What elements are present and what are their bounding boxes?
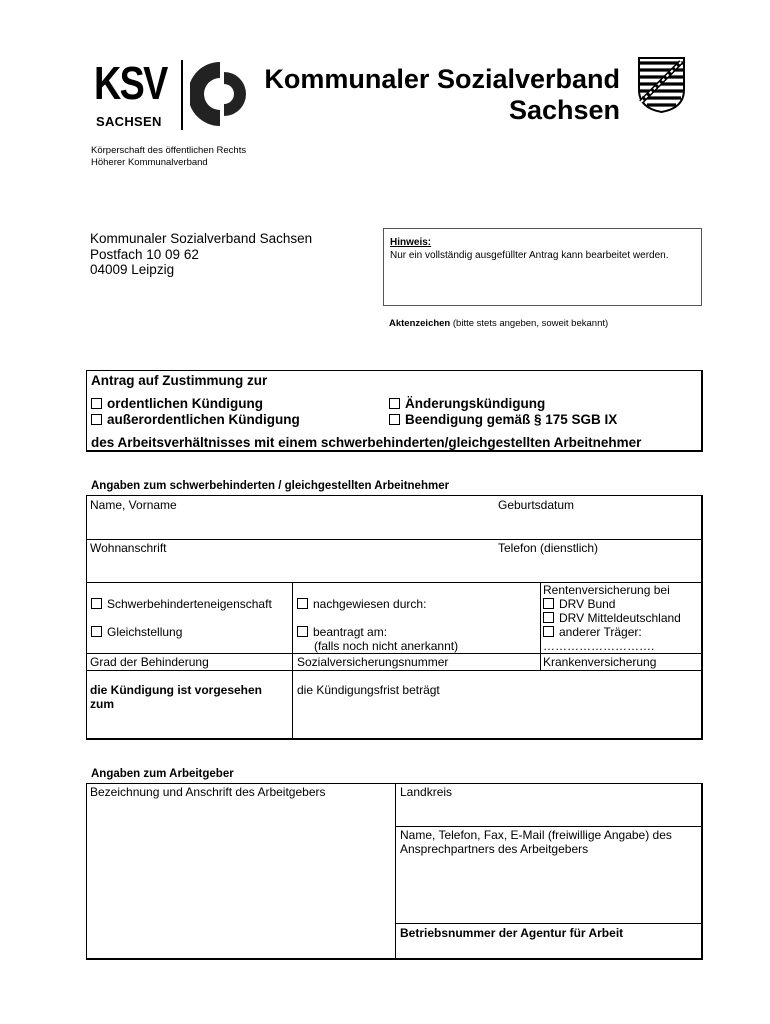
beantragt-label: beantragt am: bbox=[313, 625, 388, 639]
page-title bbox=[190, 64, 620, 126]
row-divider bbox=[87, 539, 702, 540]
hinweis-box bbox=[383, 228, 702, 306]
anderer-traeger-dots[interactable]: ………………………. bbox=[543, 639, 655, 653]
arbeitgeber-table bbox=[86, 783, 703, 960]
field-telefon[interactable]: Telefon (dienstlich) bbox=[498, 541, 599, 555]
title-line-1: Kommunaler Sozialverband bbox=[264, 64, 620, 94]
checkbox-anderer-traeger[interactable] bbox=[543, 626, 554, 637]
checkbox-drv-bund[interactable] bbox=[543, 598, 554, 609]
option-schwerbehinderteneigenschaft[interactable] bbox=[91, 597, 272, 611]
antrag-heading: Antrag auf Zustimmung zur bbox=[91, 373, 268, 388]
drv-mittel-label: DRV Mitteldeutschland bbox=[559, 611, 681, 625]
hinweis-text: Nur ein vollständig ausgefüllter Antrag kann bearbeitet werden. bbox=[390, 249, 669, 261]
beantragt-note: (falls noch nicht anerkannt) bbox=[314, 639, 459, 653]
schwerbehinderteneigenschaft-label: Schwerbehinderteneigenschaft bbox=[107, 597, 272, 611]
col-divider bbox=[292, 582, 293, 739]
row-divider bbox=[87, 653, 702, 654]
option-ordentlich-label: ordentlichen Kündigung bbox=[107, 396, 263, 411]
gleichstellung-label: Gleichstellung bbox=[107, 625, 183, 639]
option-ausserordentlich-label: außerordentlichen Kündigung bbox=[107, 412, 300, 427]
field-name[interactable]: Name, Vorname bbox=[90, 498, 177, 512]
logo-sub: SACHSEN bbox=[96, 114, 162, 129]
checkbox-gleichstellung[interactable] bbox=[91, 626, 102, 637]
organization-subtitle bbox=[91, 145, 246, 169]
arbeitnehmer-table bbox=[86, 495, 703, 740]
aktenzeichen-label bbox=[389, 318, 608, 329]
subtitle-line-2: Höherer Kommunalverband bbox=[91, 157, 208, 168]
checkbox-schwerbehinderteneigenschaft[interactable] bbox=[91, 598, 102, 609]
option-beendigung[interactable] bbox=[389, 412, 617, 427]
checkbox-nachgewiesen[interactable] bbox=[297, 598, 308, 609]
row-divider bbox=[395, 923, 702, 924]
address-line-2: Postfach 10 09 62 bbox=[90, 246, 199, 262]
field-geburtsdatum[interactable]: Geburtsdatum bbox=[498, 498, 575, 512]
option-gleichstellung[interactable] bbox=[91, 625, 182, 639]
drv-bund-label: DRV Bund bbox=[559, 597, 616, 611]
field-ansprechpartner[interactable]: Name, Telefon, Fax, E-Mail (freiwillige Angabe) des Ansprechpartners des Arbeitgebers bbox=[400, 828, 672, 856]
option-drv-bund[interactable] bbox=[543, 597, 615, 611]
checkbox-drv-mitteldeutschland[interactable] bbox=[543, 612, 554, 623]
logo-divider bbox=[181, 60, 183, 130]
row-divider bbox=[87, 670, 702, 671]
col-divider bbox=[540, 582, 541, 670]
checkbox-beantragt[interactable] bbox=[297, 626, 308, 637]
option-beantragt[interactable] bbox=[297, 625, 387, 639]
field-betriebsnummer[interactable]: Betriebsnummer der Agentur für Arbeit bbox=[400, 926, 624, 940]
nachgewiesen-label: nachgewiesen durch: bbox=[313, 597, 427, 611]
saxony-coat-of-arms-icon bbox=[637, 56, 686, 114]
rente-heading: Rentenversicherung bei bbox=[543, 583, 670, 597]
option-anderer-traeger[interactable] bbox=[543, 625, 642, 639]
hinweis-heading: Hinweis: bbox=[390, 237, 432, 248]
field-grad[interactable]: Grad der Behinderung bbox=[90, 655, 209, 669]
arbeitgeber-heading: Angaben zum Arbeitgeber bbox=[91, 768, 234, 780]
checkbox-beendigung[interactable] bbox=[389, 414, 400, 425]
checkbox-aenderung[interactable] bbox=[389, 398, 400, 409]
checkbox-ausserordentlich[interactable] bbox=[91, 414, 102, 425]
option-ausserordentlich[interactable] bbox=[91, 412, 300, 427]
option-aenderung[interactable] bbox=[389, 396, 545, 411]
option-ordentlich[interactable] bbox=[91, 396, 263, 411]
address-line-3: 04009 Leipzig bbox=[90, 262, 175, 277]
option-aenderung-label: Änderungskündigung bbox=[405, 396, 546, 411]
field-kuendigung-zum[interactable]: die Kündigung ist vorgesehen zum bbox=[90, 683, 263, 711]
title-line-2: Sachsen bbox=[508, 95, 620, 125]
field-wohnanschrift[interactable]: Wohnanschrift bbox=[90, 541, 167, 555]
antrag-footer: des Arbeitsverhältnisses mit einem schwerbehinderten/gleichgestellten Arbeitnehmer bbox=[91, 435, 642, 450]
row-divider bbox=[395, 826, 702, 827]
subtitle-line-1: Körperschaft des öffentlichen Rechts bbox=[91, 145, 247, 156]
option-nachgewiesen[interactable] bbox=[297, 597, 426, 611]
arbeitnehmer-heading: Angaben zum schwerbehinderten / gleichgestellten Arbeitnehmer bbox=[91, 480, 450, 492]
field-landkreis[interactable]: Landkreis bbox=[400, 785, 453, 799]
anderer-traeger-label: anderer Träger: bbox=[559, 625, 642, 639]
aktenzeichen-note: (bitte stets angeben, soweit bekannt) bbox=[452, 318, 609, 329]
aktenzeichen-title: Aktenzeichen bbox=[389, 318, 451, 329]
ksv-logo bbox=[94, 57, 184, 132]
checkbox-ordentlich[interactable] bbox=[91, 398, 102, 409]
field-kuendigungsfrist[interactable]: die Kündigungsfrist beträgt bbox=[297, 683, 440, 697]
logo-text: KSV bbox=[94, 57, 167, 109]
recipient-address bbox=[90, 231, 312, 278]
antrag-box bbox=[86, 370, 703, 452]
field-bezeichnung[interactable]: Bezeichnung und Anschrift des Arbeitgebers bbox=[90, 785, 326, 799]
address-line-1: Kommunaler Sozialverband Sachsen bbox=[90, 231, 313, 246]
option-beendigung-label: Beendigung gemäß § 175 SGB IX bbox=[405, 412, 618, 427]
field-svnr[interactable]: Sozialversicherungsnummer bbox=[297, 655, 449, 669]
col-divider bbox=[395, 784, 396, 959]
option-drv-mitteldeutschland[interactable] bbox=[543, 611, 681, 625]
field-krankenversicherung[interactable]: Krankenversicherung bbox=[543, 655, 657, 669]
